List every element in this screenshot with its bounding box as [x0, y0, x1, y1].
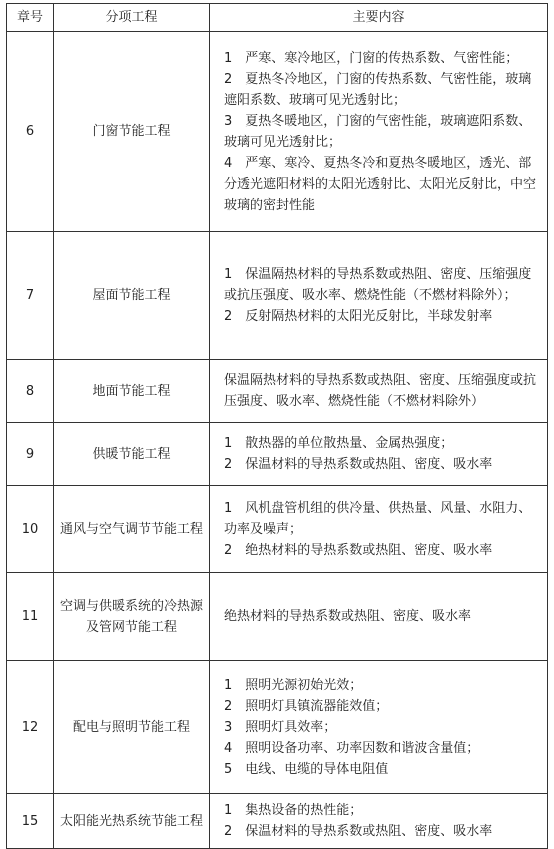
header-main-content: 主要内容 — [210, 4, 548, 32]
chapter-no-cell: 8 — [7, 360, 54, 423]
chapter-no-cell: 12 — [7, 661, 54, 794]
chapter-no-cell: 11 — [7, 573, 54, 661]
table-row — [7, 661, 548, 794]
content-cell — [210, 423, 548, 486]
content-line: 1 照明光源初始光效； — [224, 677, 363, 693]
sub-project-cell: 供暖节能工程 — [54, 423, 210, 486]
table-row — [7, 232, 548, 360]
sub-project-cell: 通风与空气调节节能工程 — [54, 486, 210, 573]
chapter-no-cell: 9 — [7, 423, 54, 486]
content-line: 2 夏热冬冷地区，门窗的传热系数、气密性能，玻璃遮阳系数、玻璃可见光透射比； — [224, 71, 532, 108]
table-row — [7, 32, 548, 232]
content-line: 1 风机盘管机组的供冷量、供热量、风量、水阻力、功率及噪声； — [224, 500, 532, 537]
content-line: 5 电线、电缆的导体电阻值 — [224, 761, 389, 777]
content-line: 3 夏热冬暖地区，门窗的气密性能，玻璃遮阳系数、玻璃可见光透射比； — [224, 113, 532, 150]
header-row — [7, 4, 548, 32]
content-cell — [210, 794, 548, 849]
table-row — [7, 486, 548, 573]
sub-project-cell: 屋面节能工程 — [54, 232, 210, 360]
table-row — [7, 360, 548, 423]
content-line: 1 散热器的单位散热量、金属热强度； — [224, 436, 454, 451]
table-row — [7, 423, 548, 486]
content-line: 保温隔热材料的导热系数或热阻、密度、压缩强度或抗压强度、吸水率、燃烧性能（不燃材料除外） — [224, 373, 537, 409]
content-line: 4 严寒、寒冷、夏热冬冷和夏热冬暖地区，透光、部分透光遮阳材料的太阳光透射比、太阳光反射比，中空玻璃的密封性能 — [224, 155, 537, 213]
content-cell — [210, 573, 548, 661]
content-line: 2 绝热材料的导热系数或热阻、密度、吸水率 — [224, 542, 493, 558]
sub-project-cell: 地面节能工程 — [54, 360, 210, 423]
content-line: 2 反射隔热材料的太阳光反射比，半球发射率 — [224, 309, 493, 324]
chapter-no-cell: 6 — [7, 32, 54, 232]
content-line: 1 严寒、寒冷地区，门窗的传热系数、气密性能； — [224, 50, 519, 66]
content-line: 1 集热设备的热性能； — [224, 803, 363, 818]
content-cell — [210, 32, 548, 232]
content-line: 2 保温材料的导热系数或热阻、密度、吸水率 — [224, 457, 493, 472]
content-line: 绝热材料的导热系数或热阻、密度、吸水率 — [224, 609, 472, 624]
sub-project-cell: 太阳能光热系统节能工程 — [54, 794, 210, 849]
content-cell — [210, 360, 548, 423]
header-chapter-no: 章号 — [7, 4, 54, 32]
content-cell — [210, 232, 548, 360]
content-line: 3 照明灯具效率； — [224, 719, 337, 735]
content-line: 2 保温材料的导热系数或热阻、密度、吸水率 — [224, 824, 493, 839]
content-line: 1 保温隔热材料的导热系数或热阻、密度、压缩强度或抗压强度、吸水率、燃烧性能（不燃材料除外）； — [224, 267, 532, 303]
chapter-no-cell: 15 — [7, 794, 54, 849]
sub-project-cell: 空调与供暖系统的冷热源及管网节能工程 — [54, 573, 210, 661]
content-line: 4 照明设备功率、功率因数和谐波含量值； — [224, 740, 480, 756]
chapter-no-cell: 7 — [7, 232, 54, 360]
chapter-no-cell: 10 — [7, 486, 54, 573]
table-row — [7, 573, 548, 661]
table-row — [7, 794, 548, 849]
sub-project-cell: 门窗节能工程 — [54, 32, 210, 232]
content-cell — [210, 486, 548, 573]
header-sub-project: 分项工程 — [54, 4, 210, 32]
sub-project-cell: 配电与照明节能工程 — [54, 661, 210, 794]
standards-table — [6, 3, 548, 849]
content-cell — [210, 661, 548, 794]
content-line: 2 照明灯具镇流器能效值； — [224, 698, 389, 714]
